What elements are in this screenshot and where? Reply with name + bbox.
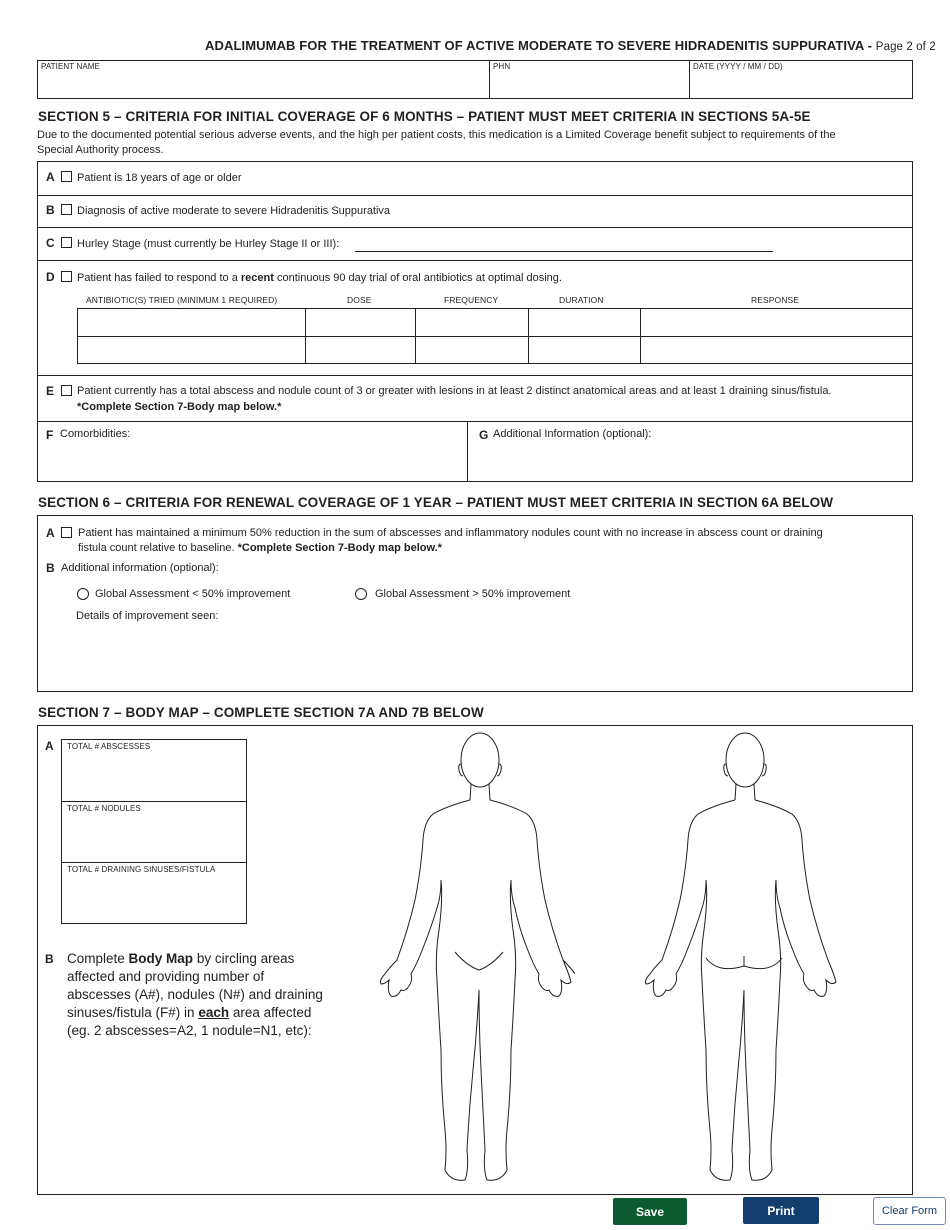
criterion-5a-text: Patient is 18 years of age or older	[77, 172, 242, 184]
criterion-6b-letter: B	[46, 561, 55, 575]
criterion-d-letter: D	[46, 270, 55, 284]
global-assessment-greater-50-radio[interactable]	[355, 588, 367, 600]
patient-name-field[interactable]	[38, 72, 488, 98]
clear-form-button[interactable]: Clear Form	[873, 1197, 946, 1225]
antibiotic-row1-duration[interactable]	[529, 309, 639, 335]
comorbidities-field[interactable]	[38, 444, 466, 481]
criterion-c-letter: C	[46, 236, 55, 250]
total-sinuses-label: TOTAL # DRAINING SINUSES/FISTULA	[67, 865, 216, 874]
date-field[interactable]	[690, 72, 912, 98]
col-dose: DOSE	[347, 295, 372, 305]
total-sinuses-field[interactable]	[62, 877, 246, 923]
criterion-6a-checkbox[interactable]	[61, 527, 72, 538]
antibiotic-row2-name[interactable]	[78, 337, 304, 363]
section6-additional-info-label: Additional information (optional):	[61, 562, 219, 574]
criterion-5b-text: Diagnosis of active moderate to severe Hidradenitis Suppurativa	[77, 205, 391, 217]
col-duration: DURATION	[559, 295, 604, 305]
save-button[interactable]: Save	[613, 1198, 687, 1225]
criterion-b-letter: B	[46, 203, 55, 217]
antibiotic-row2-duration[interactable]	[529, 337, 639, 363]
section6-heading: SECTION 6 – CRITERIA FOR RENEWAL COVERAGE OF 1 YEAR – PATIENT MUST MEET CRITERIA IN SECTION 6A BELOW	[38, 495, 834, 510]
col-frequency: FREQUENCY	[444, 295, 499, 305]
comorbidities-label: Comorbidities:	[60, 428, 131, 440]
total-nodules-label: TOTAL # NODULES	[67, 804, 141, 813]
criterion-5e-checkbox[interactable]	[61, 385, 72, 396]
antibiotic-row1-name[interactable]	[78, 309, 304, 335]
details-improvement-field[interactable]	[75, 626, 911, 690]
criterion-f-letter: F	[46, 428, 54, 442]
section7b-instructions: Complete Body Map by circling areas affected and providing number of abscesses (A#), nodules (N#) and draining sinuses/fistula (F#) in each area affected (eg. 2 abscesses=A2, 1 nodule=N1, etc):	[67, 951, 323, 1038]
antibiotic-row1-frequency[interactable]	[416, 309, 527, 335]
body-map-back[interactable]	[640, 730, 845, 1192]
criterion-5e-text: Patient currently has a total abscess and nodule count of 3 or greater with lesions in at least 2 distinct anatomical areas and at least 1 draining sinus/fistula.	[77, 385, 832, 397]
antibiotic-row1-response[interactable]	[641, 309, 912, 335]
section5-intro-line1: Due to the documented potential serious adverse events, and the high per patient costs, this medication is a Limited Coverage benefit subject to requirements of the	[37, 129, 836, 141]
phn-label: PHN	[493, 62, 511, 71]
additional-info-label: Additional Information (optional):	[493, 428, 652, 440]
criterion-5d-text: Patient has failed to respond to a recent continuous 90 day trial of oral antibiotics at optimal dosing.	[77, 272, 562, 284]
patient-name-label: PATIENT NAME	[41, 62, 100, 71]
page-number: Page 2 of 2	[875, 41, 936, 53]
section7-heading: SECTION 7 – BODY MAP – COMPLETE SECTION 7A AND 7B BELOW	[38, 705, 484, 720]
total-nodules-field[interactable]	[62, 816, 246, 861]
criterion-5c-text: Hurley Stage (must currently be Hurley Stage II or III):	[77, 238, 340, 250]
global-assessment-greater-50-label: Global Assessment > 50% improvement	[375, 588, 571, 600]
criterion-g-letter: G	[479, 428, 489, 442]
criterion-6a-text-line2: fistula count relative to baseline. *Complete Section 7-Body map below.*	[78, 542, 442, 554]
section7a-letter: A	[45, 739, 54, 753]
section7b-letter: B	[45, 952, 54, 966]
global-assessment-less-50-label: Global Assessment < 50% improvement	[95, 588, 291, 600]
criterion-6a-text-line1: Patient has maintained a minimum 50% reduction in the sum of abscesses and inflammatory nodules count with no increase in abscess count or draining	[78, 527, 823, 539]
criterion-6a-letter: A	[46, 526, 55, 540]
antibiotic-row2-frequency[interactable]	[416, 337, 527, 363]
criterion-6a-note: *Complete Section 7-Body map below.*	[237, 542, 442, 554]
body-map-front[interactable]	[375, 730, 575, 1192]
criterion-5b-checkbox[interactable]	[61, 204, 72, 215]
details-improvement-label: Details of improvement seen:	[76, 610, 219, 622]
criterion-5e-note: *Complete Section 7-Body map below.*	[77, 401, 282, 413]
form-title: ADALIMUMAB FOR THE TREATMENT OF ACTIVE MODERATE TO SEVERE HIDRADENITIS SUPPURATIVA - Page 2 of 2	[205, 38, 936, 53]
date-label: DATE (YYYY / MM / DD)	[693, 62, 783, 71]
col-antibiotic: ANTIBIOTIC(S) TRIED (MINIMUM 1 REQUIRED)	[86, 295, 278, 305]
phn-field[interactable]	[490, 72, 688, 98]
section5-intro-line2: Special Authority process.	[37, 144, 164, 156]
antibiotic-row2-dose[interactable]	[306, 337, 414, 363]
criterion-5c-checkbox[interactable]	[61, 237, 72, 248]
hurley-stage-input[interactable]	[355, 238, 773, 252]
additional-info-field[interactable]	[469, 444, 912, 481]
total-abscesses-label: TOTAL # ABSCESSES	[67, 742, 151, 751]
section5-heading: SECTION 5 – CRITERIA FOR INITIAL COVERAGE OF 6 MONTHS – PATIENT MUST MEET CRITERIA IN SECTIONS 5A-5E	[38, 109, 811, 124]
total-abscesses-field[interactable]	[62, 754, 246, 800]
antibiotic-row2-response[interactable]	[641, 337, 912, 363]
global-assessment-less-50-radio[interactable]	[77, 588, 89, 600]
criterion-a-letter: A	[46, 170, 55, 184]
criterion-e-letter: E	[46, 384, 55, 398]
antibiotic-row1-dose[interactable]	[306, 309, 414, 335]
print-button[interactable]: Print	[743, 1197, 819, 1224]
criterion-5d-checkbox[interactable]	[61, 271, 72, 282]
criterion-5a-checkbox[interactable]	[61, 171, 72, 182]
col-response: RESPONSE	[751, 295, 800, 305]
